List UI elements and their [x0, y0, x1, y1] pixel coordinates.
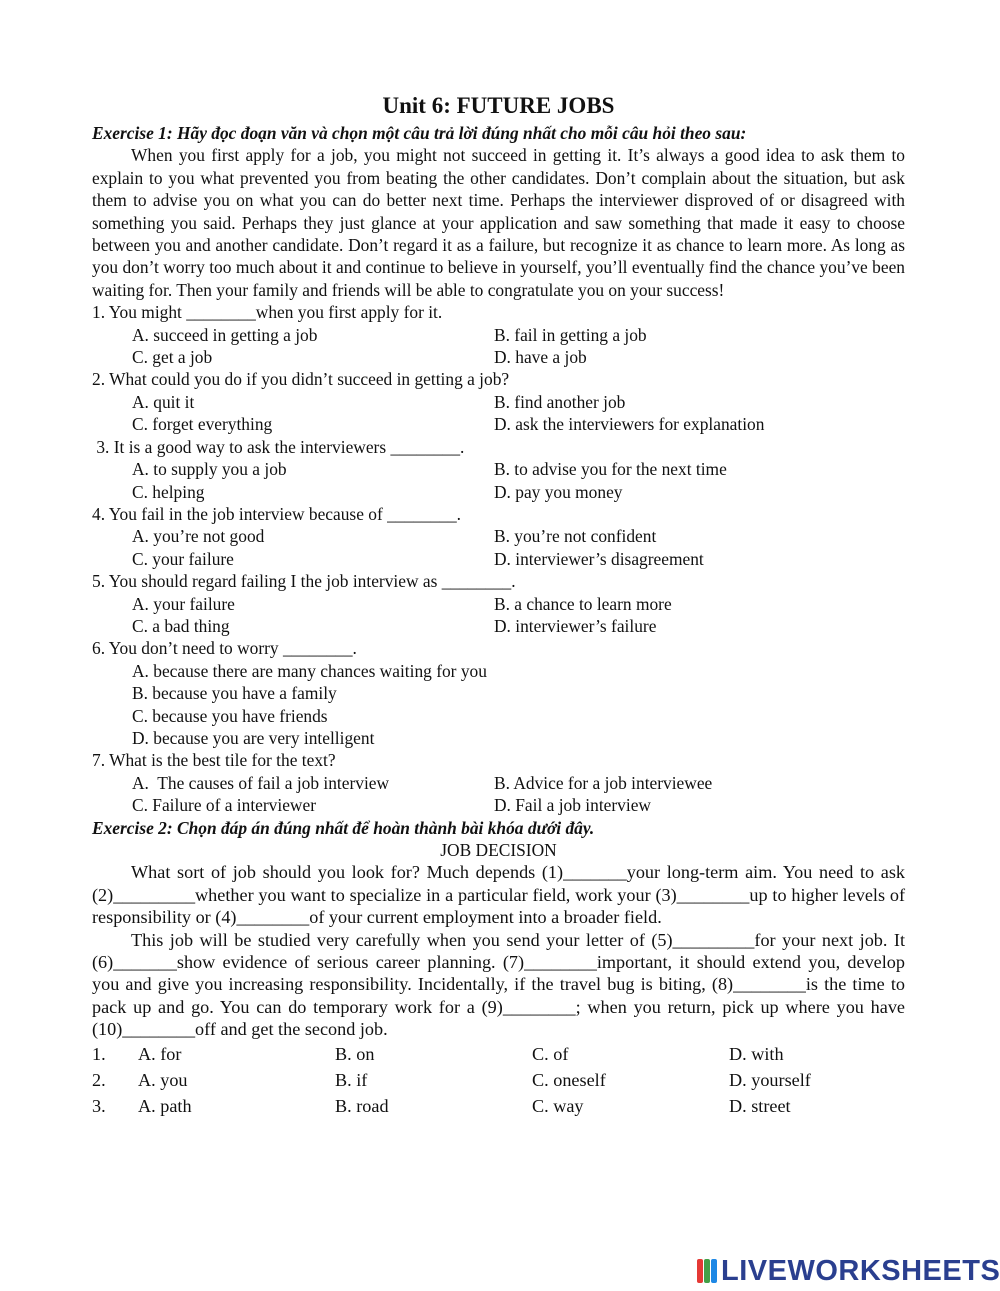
option-4a[interactable]: A. you’re not good	[132, 526, 265, 547]
question-7: 7. What is the best tile for the text?	[92, 750, 336, 771]
option-7a[interactable]: A. The causes of fail a job interview	[132, 772, 390, 793]
answer-option-b[interactable]: B. if	[335, 1069, 368, 1090]
answer-number: 3.	[92, 1095, 106, 1116]
exercise2-heading: Exercise 2: Chọn đáp án đúng nhất để hoàn thành bài khóa dưới đây.	[92, 817, 595, 838]
option-6b[interactable]: B. because you have a family	[132, 683, 337, 704]
logo-text: LIVEWORKSHEETS	[721, 1254, 1000, 1287]
question-1-options	[92, 324, 905, 369]
logo-bar-1	[697, 1259, 703, 1283]
answer-option-c[interactable]: C. way	[532, 1095, 584, 1116]
option-1c[interactable]: C. get a job	[132, 347, 213, 368]
answer-number: 2.	[92, 1069, 106, 1090]
question-4-options	[92, 525, 905, 570]
option-7b[interactable]: B. Advice for a job interviewee	[494, 772, 713, 793]
exercise1-heading: Exercise 1: Hãy đọc đoạn văn và chọn một câu trả lời đúng nhất cho mỗi câu hỏi theo sau:	[92, 123, 747, 143]
logo-bar-3	[711, 1259, 717, 1283]
question-4: 4. You fail in the job interview because of ________.	[92, 503, 462, 524]
option-1b[interactable]: B. fail in getting a job	[494, 324, 647, 345]
answer-option-a[interactable]: A. for	[138, 1043, 182, 1064]
answer-option-c[interactable]: C. oneself	[532, 1069, 606, 1090]
option-7c[interactable]: C. Failure of a interviewer	[132, 795, 316, 816]
answer-option-d[interactable]: D. yourself	[729, 1069, 811, 1090]
question-3-options	[92, 458, 905, 503]
page-title: Unit 6: FUTURE JOBS	[382, 93, 615, 118]
exercise2-subtitle: JOB DECISION	[440, 840, 557, 860]
option-5d[interactable]: D. interviewer’s failure	[494, 615, 657, 636]
answer-option-c[interactable]: C. of	[532, 1043, 569, 1064]
option-3b[interactable]: B. to advise you for the next time	[494, 459, 727, 480]
option-2c[interactable]: C. forget everything	[132, 414, 273, 435]
option-6a[interactable]: A. because there are many chances waiting for you	[132, 660, 487, 681]
answer-number: 1.	[92, 1043, 106, 1064]
answer-option-a[interactable]: A. you	[138, 1069, 188, 1090]
answer-option-b[interactable]: B. on	[335, 1043, 375, 1064]
option-5b[interactable]: B. a chance to learn more	[494, 593, 672, 614]
question-3: 3. It is a good way to ask the interviewers ________.	[92, 436, 465, 457]
option-4d[interactable]: D. interviewer’s disagreement	[494, 548, 704, 569]
worksheet-page	[92, 92, 905, 1119]
option-3a[interactable]: A. to supply you a job	[132, 459, 287, 480]
answer-option-d[interactable]: D. street	[729, 1095, 791, 1116]
question-2-options	[92, 391, 905, 436]
option-5c[interactable]: C. a bad thing	[132, 615, 230, 636]
question-1: 1. You might ________when you first apply for it.	[92, 302, 443, 323]
question-6: 6. You don’t need to worry ________.	[92, 638, 357, 659]
option-1d[interactable]: D. have a job	[494, 347, 587, 368]
option-5a[interactable]: A. your failure	[132, 593, 235, 614]
option-1a[interactable]: A. succeed in getting a job	[132, 324, 318, 345]
option-6d[interactable]: D. because you are very intelligent	[132, 727, 375, 748]
question-2: 2. What could you do if you didn’t succeed in getting a job?	[92, 369, 510, 390]
answer-row-2	[92, 1067, 905, 1093]
option-2b[interactable]: B. find another job	[494, 391, 626, 412]
option-6c[interactable]: C. because you have friends	[132, 705, 328, 726]
answer-option-a[interactable]: A. path	[138, 1095, 192, 1116]
exercise2-paragraph-2: This job will be studied very carefully when you send your letter of (5)_________for your next job. It (6)_______show evidence of serious career planning. (7)________important, it should extend you, develop you and give you increasing responsibility. Incidentally, if the travel bug is biting, (8)________is the time to pack up and go. You can do temporary work for a (9)________; when you return, pick up where you have (10)________off and get the second job.	[92, 929, 905, 1040]
option-2a[interactable]: A. quit it	[132, 391, 195, 412]
option-3d[interactable]: D. pay you money	[494, 481, 623, 502]
option-4b[interactable]: B. you’re not confident	[494, 526, 657, 547]
liveworksheets-logo	[697, 1256, 1000, 1286]
question-7-options	[92, 772, 905, 817]
option-2d[interactable]: D. ask the interviewers for explanation	[494, 414, 765, 435]
option-3c[interactable]: C. helping	[132, 481, 205, 502]
question-6-options	[92, 660, 905, 750]
answer-option-d[interactable]: D. with	[729, 1043, 784, 1064]
exercise2-paragraph-1: What sort of job should you look for? Much depends (1)_______your long-term aim. You need to ask (2)_________whether you want to specialize in a particular field, work your (3)________up to higher levels of responsibility or (4)________of your current employment into a broader field.	[92, 862, 905, 928]
exercise1-passage: When you first apply for a job, you might not succeed in getting it. It’s always a good idea to ask them to explain to you what prevented you from beating the other candidates. Don’t complain about the situation, but ask them to advise you on what you can do better next time. Perhaps the interviewer disproved of or disagreed with something you said. Perhaps they just glance at your application and saw something that made it easy to choose between you and another candidate. Don’t regard it as a failure, but recognize it as chance to learn more. As long as you don’t worry too much about it and continue to believe in yourself, you’ll eventually find the chance you’ve been waiting for. Then your family and friends will be able to congratulate you on your success!	[92, 145, 905, 300]
answer-option-b[interactable]: B. road	[335, 1095, 389, 1116]
question-5-options	[92, 593, 905, 638]
option-7d[interactable]: D. Fail a job interview	[494, 795, 651, 816]
question-5: 5. You should regard failing I the job interview as ________.	[92, 571, 516, 592]
answer-row-3	[92, 1093, 905, 1119]
option-4c[interactable]: C. your failure	[132, 548, 234, 569]
logo-bar-2	[704, 1259, 710, 1283]
answer-row-1	[92, 1041, 905, 1067]
logo-mark-icon	[697, 1259, 717, 1283]
